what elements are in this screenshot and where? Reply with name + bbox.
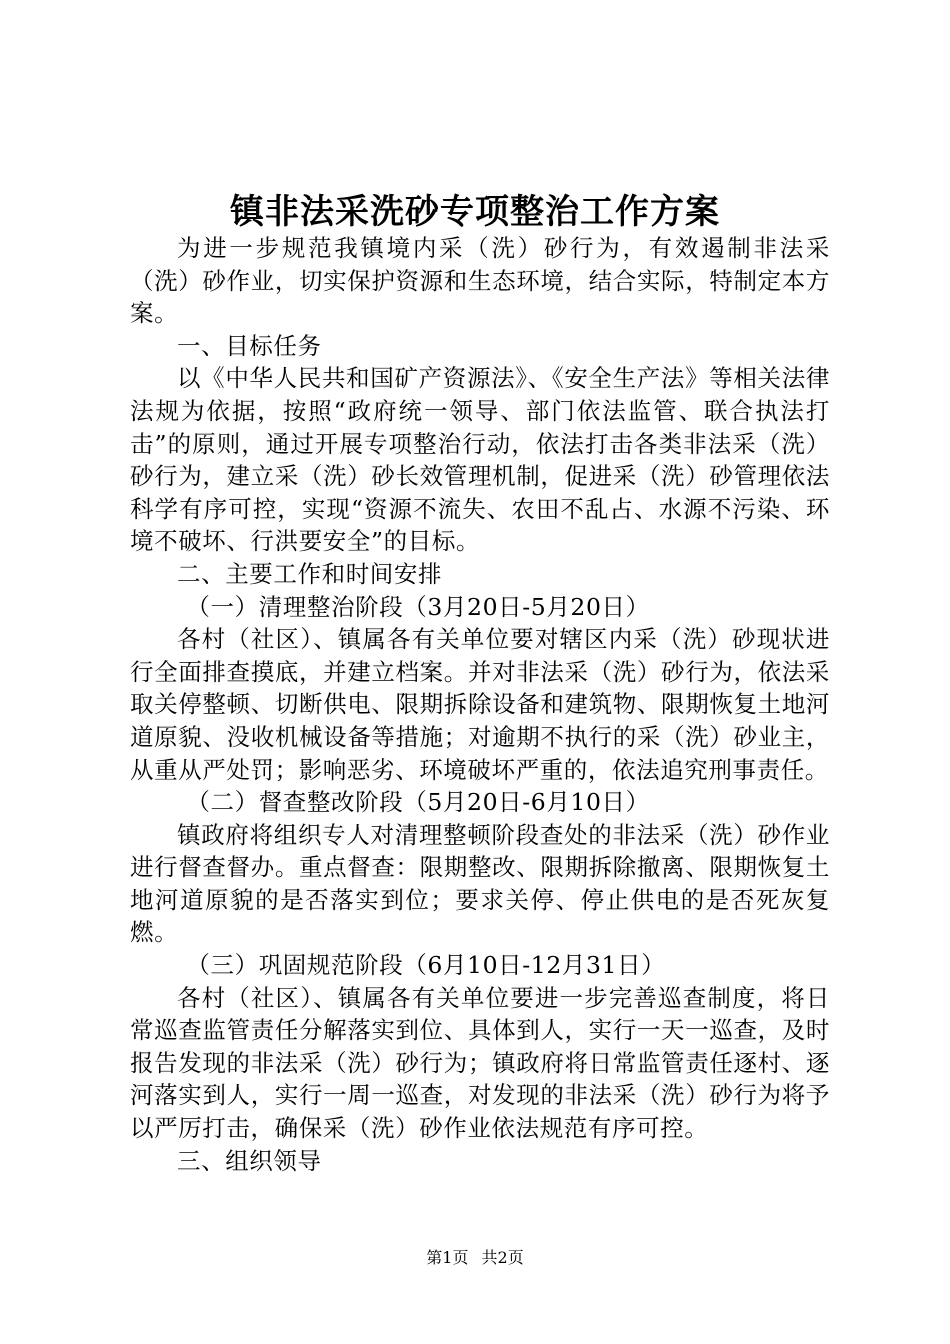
goals-paragraph: 以《中华人民共和国矿产资源法》、《安全生产法》等相关法律法规为依据，按照“政府统一领导、部门依法监管、联合执法打击”的原则，通过开展专项整治行动，依法打击各类非法采（洗）砂行为，建立采（洗）砂长效管理机制，促进采（洗）砂管理依法科学有序可控，实现“资源不流失、农田不乱占、水源不污染、环境不破坏、行洪要安全”的目标。 [130, 364, 830, 556]
page-number: 第1页 [426, 1248, 469, 1267]
section-heading-goals: 一、目标任务 [177, 331, 322, 360]
stage-heading-cleanup: （一）清理整治阶段（3月20日-5月20日） [186, 592, 650, 621]
page-total: 共2页 [481, 1248, 524, 1267]
intro-paragraph: 为进一步规范我镇境内采（洗）砂行为，有效遏制非法采（洗）砂作业，切实保护资源和生态环境，结合实际，特制定本方案。 [130, 234, 830, 328]
page-footer [0, 1245, 950, 1268]
section-heading-schedule: 二、主要工作和时间安排 [177, 559, 443, 588]
inspection-paragraph: 镇政府将组织专人对清理整顿阶段查处的非法采（洗）砂作业进行督查督办。重点督查：限期整改、限期拆除撤离、限期恢复土地河道原貌的是否落实到位；要求关停、停止供电的是否死灰复燃。 [130, 820, 830, 947]
document-body [130, 232, 830, 1177]
cleanup-paragraph: 各村（社区）、镇属各有关单位要对辖区内采（洗）砂现状进行全面排查摸底，并建立档案。并对非法采（洗）砂行为，依法采取关停整顿、切断供电、限期拆除设备和建筑物、限期恢复土地河道原貌、没收机械设备等措施；对逾期不执行的采（洗）砂业主，从重从严处罚；影响恶劣、环境破坏严重的，依法追究刑事责任。 [130, 625, 830, 784]
section-heading-leadership: 三、组织领导 [177, 1146, 322, 1175]
document-title: 镇非法采洗砂专项整治工作方案 [230, 192, 720, 232]
consolidation-paragraph: 各村（社区）、镇属各有关单位要进一步完善巡查制度，将日常巡查监管责任分解落实到位、具体到人，实行一天一巡查，及时报告发现的非法采（洗）砂行为；镇政府将日常监管责任逐村、逐河落实到人，实行一周一巡查，对发现的非法采（洗）砂行为将予以严厉打击，确保采（洗）砂作业依法规范有序可控。 [130, 983, 830, 1143]
stage-heading-inspection: （二）督查整改阶段（5月20日-6月10日） [186, 788, 650, 817]
stage-heading-consolidation: （三）巩固规范阶段（6月10日-12月31日） [186, 951, 666, 980]
